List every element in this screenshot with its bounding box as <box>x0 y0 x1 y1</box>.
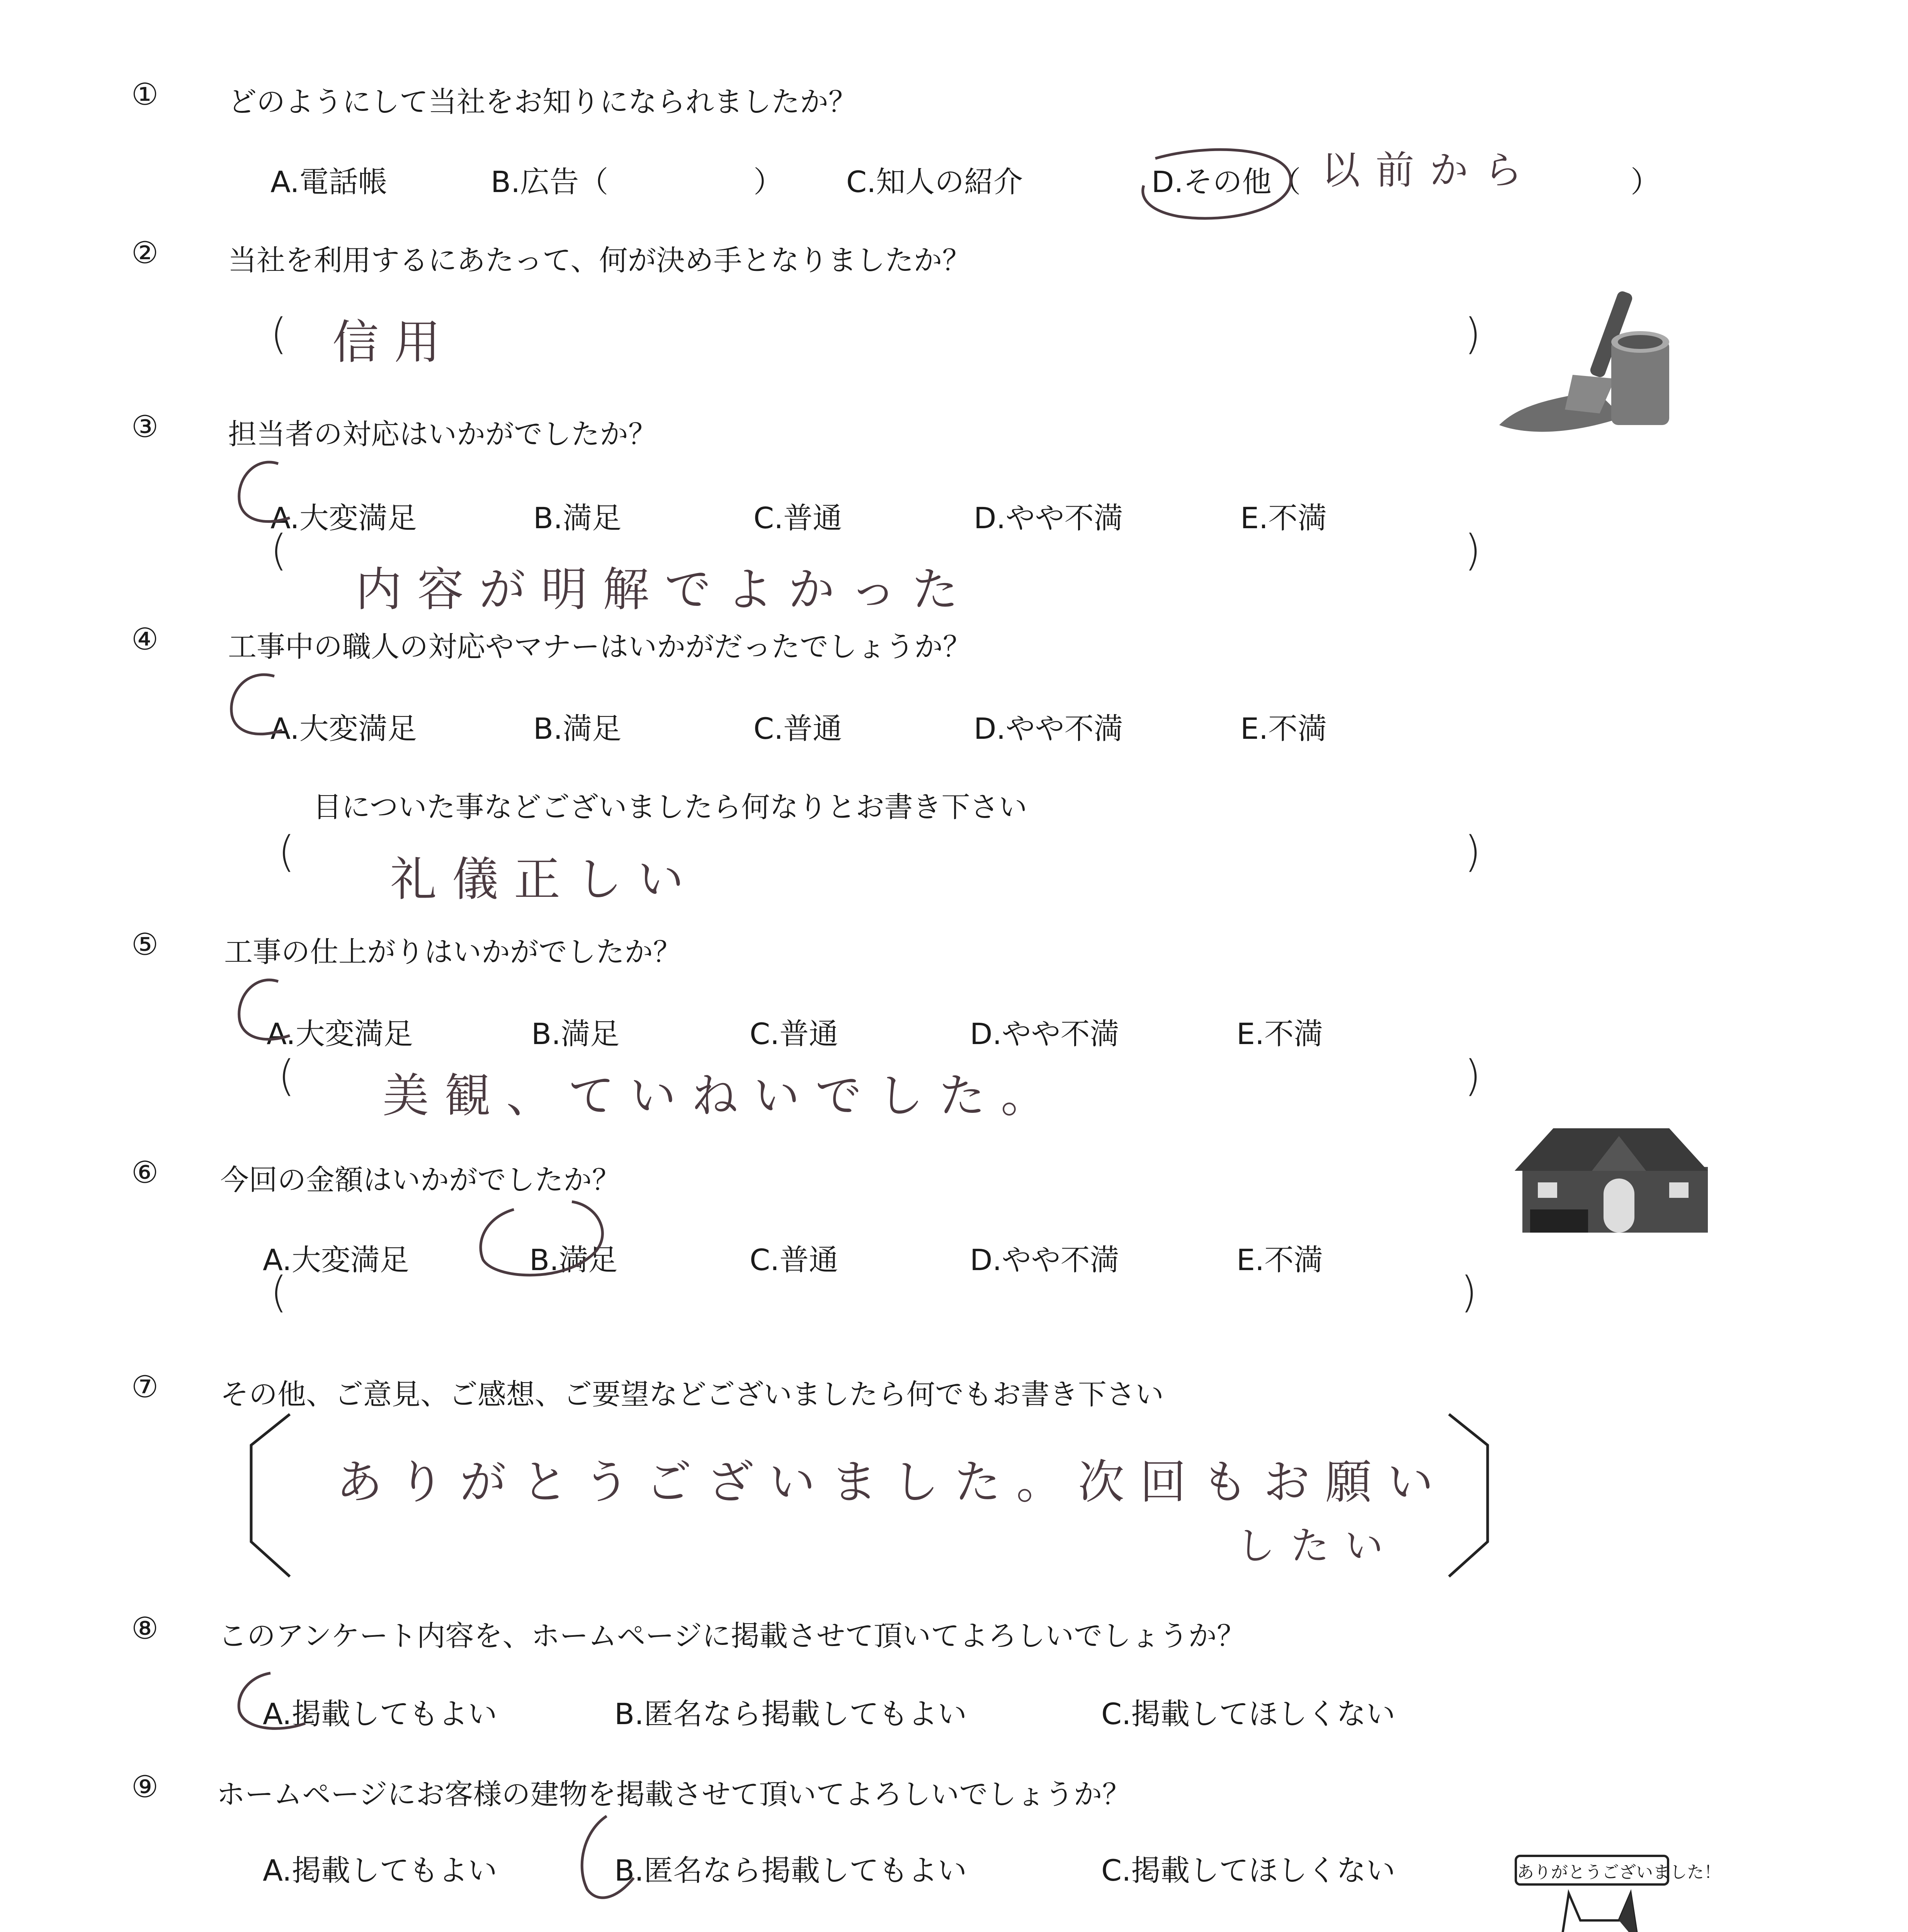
q3-handwritten-answer: 内容が明解でよかった <box>355 563 974 617</box>
q7-number: ⑦ <box>131 1370 158 1405</box>
q5-option-b[interactable]: B.満足 <box>531 1017 620 1051</box>
q5-number: ⑤ <box>131 927 158 962</box>
q4-handwritten-answer: 礼儀正しい <box>390 853 699 906</box>
q9-number: ⑨ <box>131 1770 158 1804</box>
cat-icon <box>1542 1886 1658 1932</box>
q4-paren-open: ( <box>278 827 295 876</box>
q2-paren-close: ) <box>1464 309 1481 359</box>
q8-option-c[interactable]: C.掲載してほしくない <box>1101 1697 1396 1731</box>
q3-text: 担当者の対応はいかがでしたか？ <box>228 418 657 451</box>
q5-text: 工事の仕上がりはいかがでしたか？ <box>224 935 682 969</box>
q2-text: 当社を利用するにあたって、何が決め手となりましたか？ <box>228 244 971 277</box>
q4-text: 工事中の職人の対応やマナーはいかがだったでしょうか？ <box>228 630 971 663</box>
q5-option-e[interactable]: E.不満 <box>1236 1017 1323 1051</box>
q6-option-b[interactable]: B.満足 <box>529 1243 618 1277</box>
q3-option-b[interactable]: B.満足 <box>533 501 622 535</box>
q9-option-b[interactable]: B.匿名なら掲載してもよい <box>614 1853 967 1888</box>
q3-paren-close: ) <box>1464 526 1481 575</box>
q8-option-b[interactable]: B.匿名なら掲載してもよい <box>614 1697 967 1731</box>
paint-brush-icon <box>1499 286 1677 440</box>
cat-speech-bubble: ありがとうございました！ <box>1515 1855 1669 1886</box>
q1-option-d-close: ） <box>1631 165 1660 199</box>
q5-option-d[interactable]: D.やや不満 <box>970 1017 1119 1051</box>
q3-circle-mark <box>232 456 301 533</box>
house-icon <box>1515 1121 1716 1236</box>
q3-option-e[interactable]: E.不満 <box>1240 501 1327 535</box>
q4-option-e[interactable]: E.不満 <box>1240 711 1327 746</box>
q6-option-e[interactable]: E.不満 <box>1236 1243 1323 1277</box>
q8-text: このアンケート内容を、ホームページに掲載させて頂いてよろしいでしょうか？ <box>218 1619 1246 1653</box>
q4-circle-mark <box>224 668 294 746</box>
q5-option-a[interactable]: A.大変満足 <box>267 1017 413 1051</box>
q6-option-d[interactable]: D.やや不満 <box>970 1243 1119 1277</box>
q1-number: ① <box>131 77 158 112</box>
q1-option-a[interactable]: A.電話帳 <box>270 165 388 199</box>
q6-circle-mark <box>471 1198 618 1287</box>
q4-option-b[interactable]: B.満足 <box>533 711 622 746</box>
q5-paren-open: ( <box>278 1051 295 1100</box>
q3-paren-open: ( <box>270 526 287 575</box>
q6-paren-close: ) <box>1461 1267 1477 1317</box>
q5-paren-close: ) <box>1464 1051 1481 1100</box>
q7-text: その他、ご意見、ご感想、ご要望などございましたら何でもお書き下さい <box>220 1378 1164 1411</box>
q1-circle-mark <box>1132 143 1294 228</box>
q8-number: ⑧ <box>131 1611 158 1646</box>
q7-handwritten-line2: したい <box>1236 1523 1399 1568</box>
q4-number: ④ <box>131 622 158 657</box>
q6-text: 今回の金額はいかがでしたか？ <box>220 1163 621 1197</box>
q1-option-b[interactable]: B.広告（ <box>491 165 609 199</box>
q6-number: ⑥ <box>131 1155 158 1190</box>
q2-number: ② <box>131 236 158 270</box>
q6-paren-open: ( <box>270 1267 287 1317</box>
q2-handwritten-answer: 信用 <box>332 316 456 369</box>
q4-option-c[interactable]: C.普通 <box>753 711 842 746</box>
q9-option-a[interactable]: A.掲載してもよい <box>263 1853 497 1888</box>
q6-option-a[interactable]: A.大変満足 <box>263 1243 409 1277</box>
q1-option-c[interactable]: C.知人の紹介 <box>846 165 1023 199</box>
q3-option-d[interactable]: D.やや不満 <box>974 501 1123 535</box>
q5-handwritten-answer: 美観、ていねいでした。 <box>383 1069 1063 1123</box>
q3-number: ③ <box>131 410 158 444</box>
q1-handwritten-answer: 以前から <box>1321 148 1538 193</box>
q1-option-b-close: ） <box>753 165 783 199</box>
q4-subprompt: 目についた事などございましたら何なりとお書き下さい <box>313 791 1027 824</box>
q8-option-a[interactable]: A.掲載してもよい <box>263 1697 497 1731</box>
q3-option-c[interactable]: C.普通 <box>753 501 842 535</box>
q4-option-d[interactable]: D.やや不満 <box>974 711 1123 746</box>
q9-text: ホームページにお客様の建物を掲載させて頂いてよろしいでしょうか？ <box>216 1778 1131 1811</box>
q5-option-c[interactable]: C.普通 <box>750 1017 838 1051</box>
q9-circle-mark <box>572 1808 649 1909</box>
q4-option-a[interactable]: A.大変満足 <box>270 711 417 746</box>
q9-option-c[interactable]: C.掲載してほしくない <box>1101 1853 1396 1888</box>
q8-circle-mark <box>228 1662 321 1739</box>
q1-text: どのようにして当社をお知りになられましたか？ <box>228 85 857 119</box>
q4-paren-close: ) <box>1464 827 1481 876</box>
q2-paren-open: ( <box>270 309 287 359</box>
q6-option-c[interactable]: C.普通 <box>750 1243 838 1277</box>
q7-handwritten-line1: ありがとうございました。次回もお願い <box>336 1456 1449 1509</box>
q5-circle-mark <box>232 974 301 1051</box>
q1-option-d[interactable]: D.その他（ <box>1151 165 1301 199</box>
q3-option-a[interactable]: A.大変満足 <box>270 501 417 535</box>
